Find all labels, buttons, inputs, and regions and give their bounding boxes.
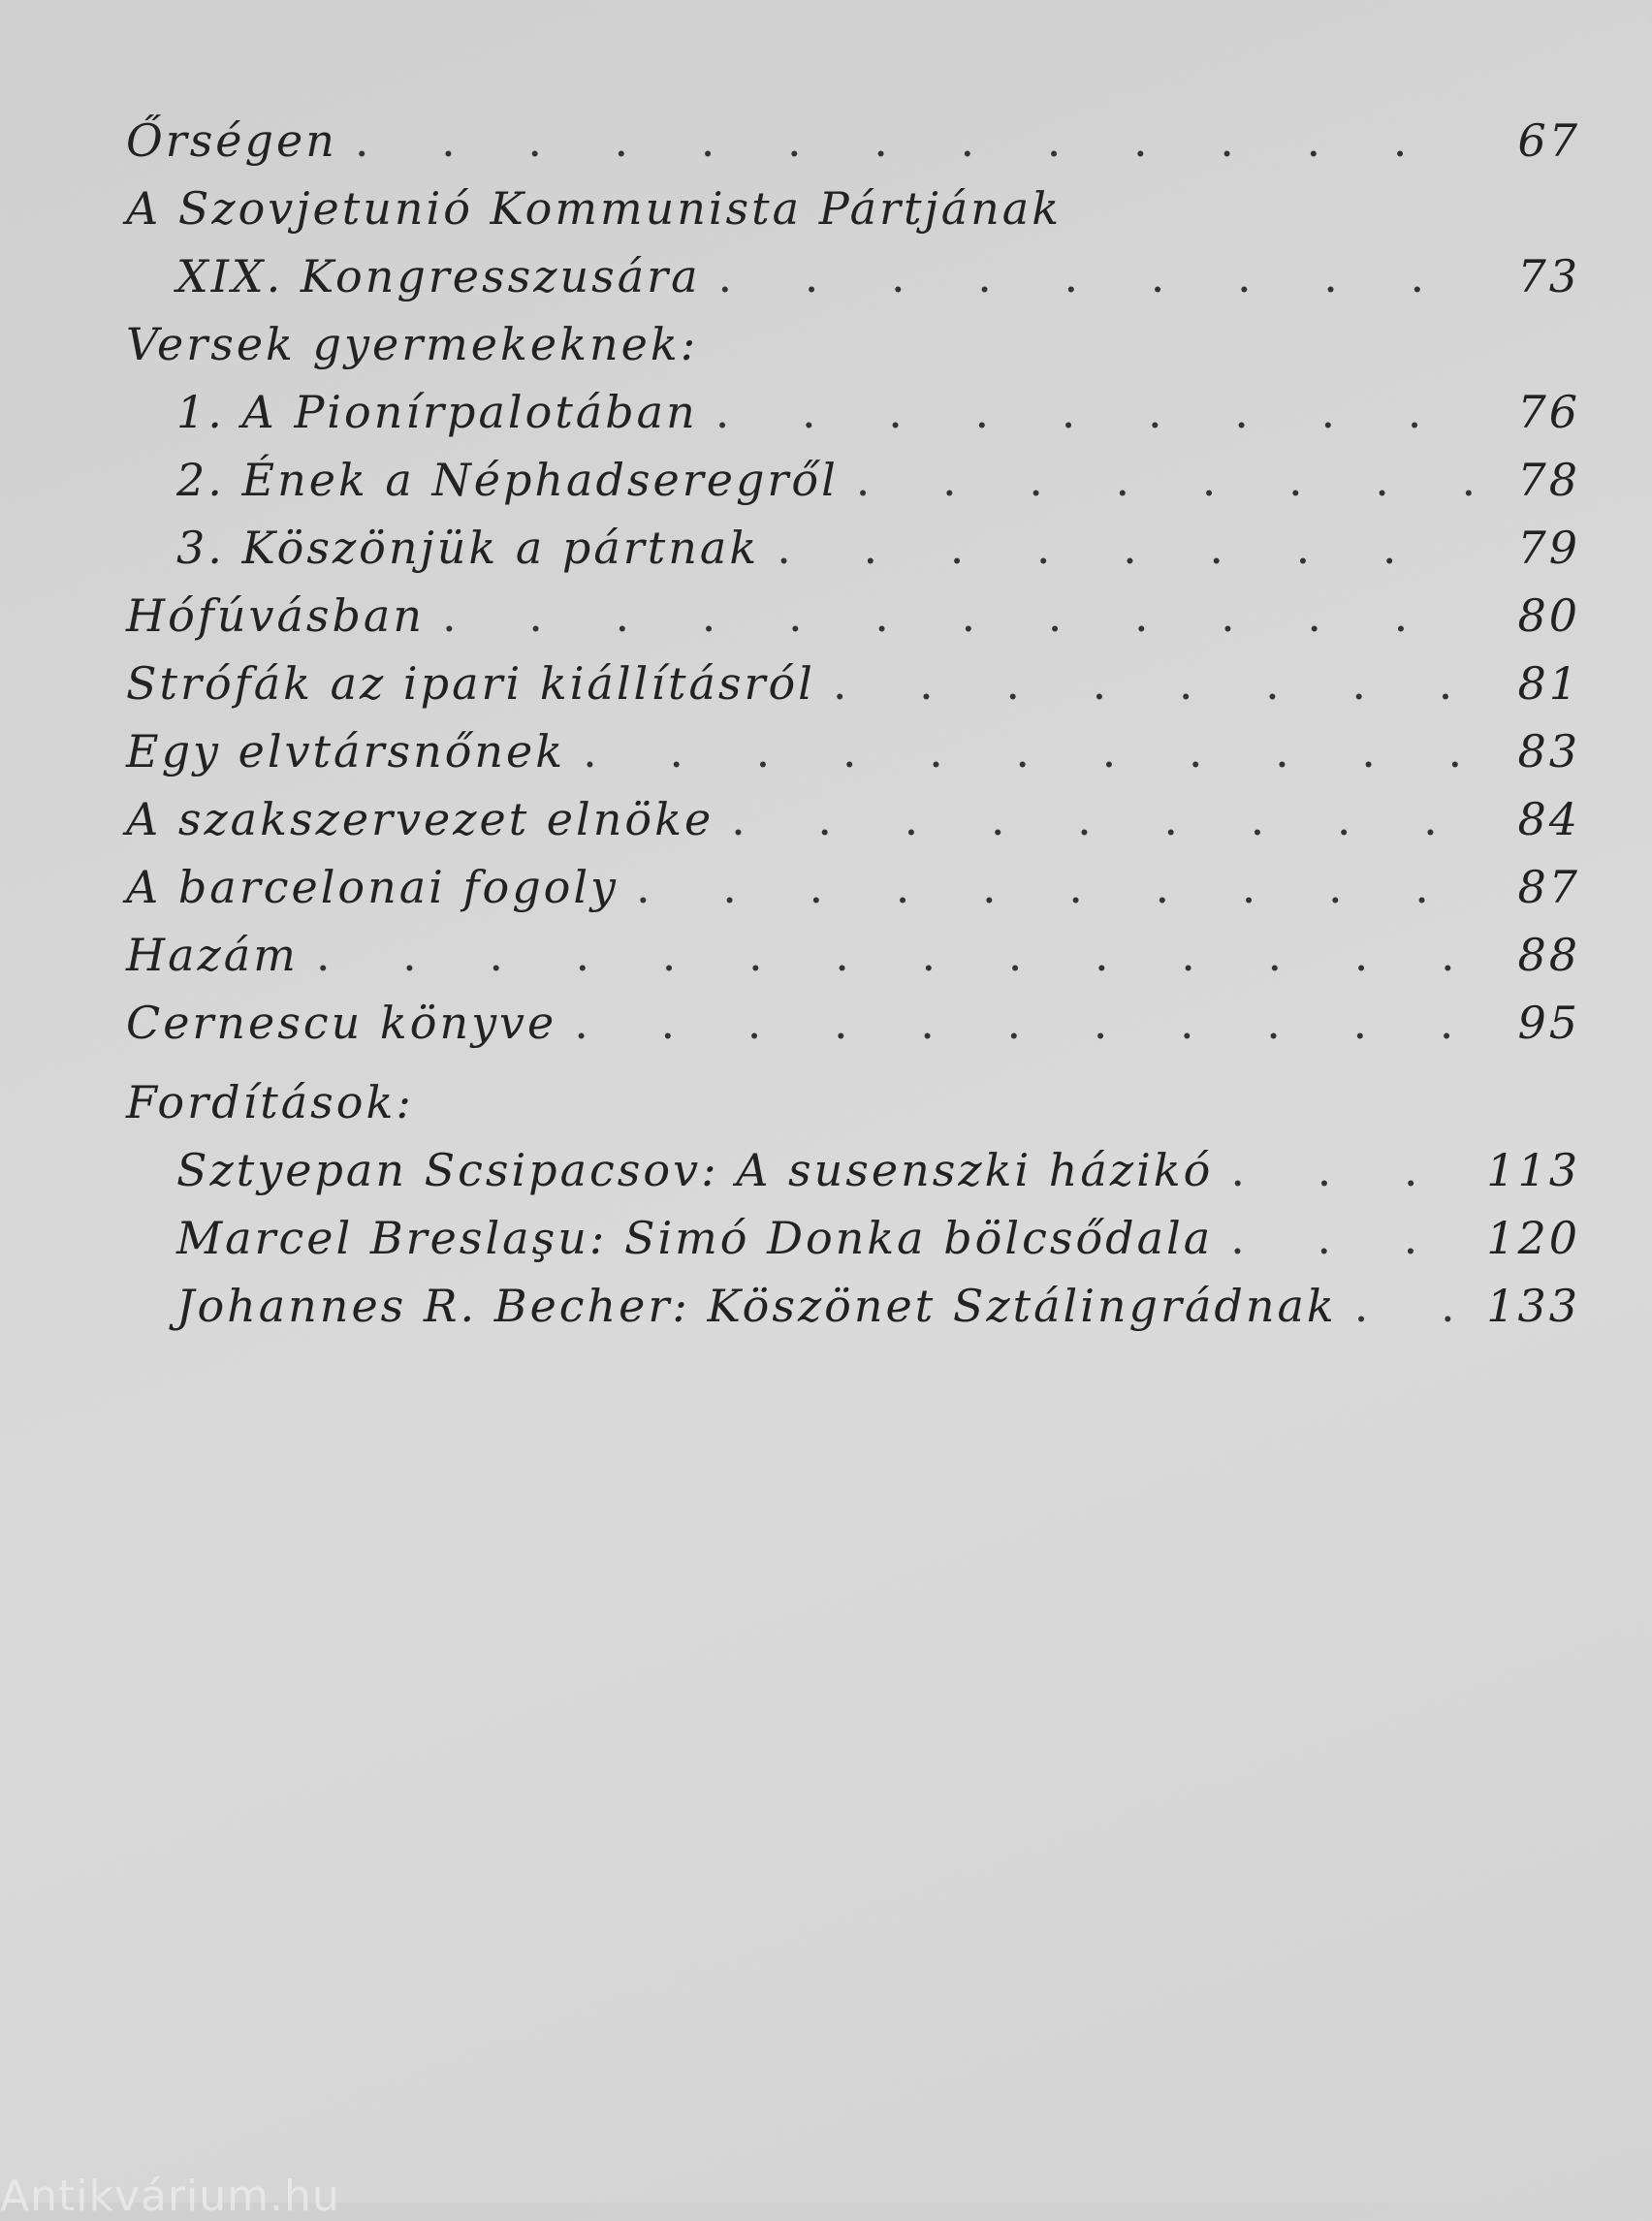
toc-entry-page: 73: [1517, 250, 1580, 302]
toc-entry: [126, 853, 1580, 921]
dot-leader: [574, 989, 1472, 1057]
toc-entry-page: 120: [1486, 1212, 1580, 1264]
toc-entry: [126, 514, 1580, 582]
toc-entry-title: A szakszervezet elnöke: [126, 793, 715, 845]
toc-entry-page: 113: [1486, 1144, 1580, 1196]
dot-leader: [583, 717, 1472, 785]
toc-entry-title: A Szovjetunió Kommunista Pártjának: [126, 182, 1063, 235]
toc-entry-title: XIX. Kongresszusára: [176, 250, 701, 302]
dot-leader: [442, 582, 1472, 650]
toc-entry-title: Marcel Breslaşu: Simó Donka bölcsődala: [176, 1212, 1214, 1264]
watermark-text: Antikvárium.hu: [0, 2172, 340, 2221]
toc-entry-page: 76: [1517, 386, 1580, 438]
toc-entry-page: 84: [1517, 793, 1580, 845]
toc-entry: [126, 242, 1580, 310]
toc-entry-page: 133: [1486, 1280, 1580, 1332]
toc-entry-page: 81: [1517, 657, 1580, 710]
toc-entry: [126, 921, 1580, 989]
toc-entry: [126, 582, 1580, 650]
dot-leader: [636, 853, 1472, 921]
dot-leader: [355, 107, 1472, 175]
toc-entry-title: Hazám: [126, 929, 299, 981]
dot-leader: [856, 446, 1472, 514]
toc-entry-page: 67: [1517, 114, 1580, 167]
dot-leader: [316, 921, 1472, 989]
toc-entry-page: 79: [1517, 522, 1580, 574]
toc-entry-title: Strófák az ipari kiállításról: [126, 657, 815, 710]
toc-entry: [126, 785, 1580, 853]
toc-entry-title: 3. Köszönjük a pártnak: [176, 522, 760, 574]
toc-entry-page: 78: [1517, 454, 1580, 506]
toc-section-heading: [126, 310, 1580, 378]
toc-entry: [126, 717, 1580, 785]
toc-entry-page: 87: [1517, 861, 1580, 913]
toc-entry-title: 2. Ének a Néphadseregről: [176, 454, 839, 506]
toc-entry-title: Versek gyermekeknek:: [126, 318, 699, 370]
toc-entry-page: 88: [1517, 929, 1580, 981]
dot-leader: [833, 650, 1472, 717]
dot-leader: [1230, 1136, 1472, 1204]
toc-entry: [126, 989, 1580, 1057]
toc-entry: [126, 446, 1580, 514]
toc-entry: [126, 1204, 1580, 1272]
toc-entry-title: 1. A Pionírpalotában: [176, 386, 698, 438]
toc-entry: [126, 650, 1580, 717]
toc-entry: [126, 107, 1580, 175]
toc-entry-title: Fordítások:: [126, 1076, 414, 1128]
toc-entry-page: 95: [1517, 997, 1580, 1049]
dot-leader: [1354, 1272, 1472, 1340]
toc-section-heading: [126, 1068, 1580, 1136]
toc-entry: [126, 175, 1580, 242]
table-of-contents: [126, 107, 1580, 1340]
toc-entry-title: Hófúvásban: [126, 589, 425, 642]
dot-leader: [731, 785, 1472, 853]
toc-entry-title: Cernescu könyve: [126, 997, 557, 1049]
toc-entry-title: Őrségen: [126, 114, 337, 167]
dot-leader: [718, 242, 1472, 310]
toc-entry: [126, 1272, 1580, 1340]
dot-leader: [715, 378, 1472, 446]
toc-entry: [126, 378, 1580, 446]
toc-entry: [126, 1136, 1580, 1204]
dot-leader: [777, 514, 1472, 582]
dot-leader: [1230, 1204, 1472, 1272]
toc-entry-title: Egy elvtársnőnek: [126, 725, 566, 777]
toc-entry-title: A barcelonai fogoly: [126, 861, 620, 913]
toc-entry-page: 83: [1517, 725, 1580, 777]
toc-entry-page: 80: [1517, 589, 1580, 642]
toc-entry-title: Sztyepan Scsipacsov: A susenszki házikó: [176, 1144, 1214, 1196]
toc-entry-title: Johannes R. Becher: Köszönet Sztálingrádnak: [176, 1280, 1337, 1332]
